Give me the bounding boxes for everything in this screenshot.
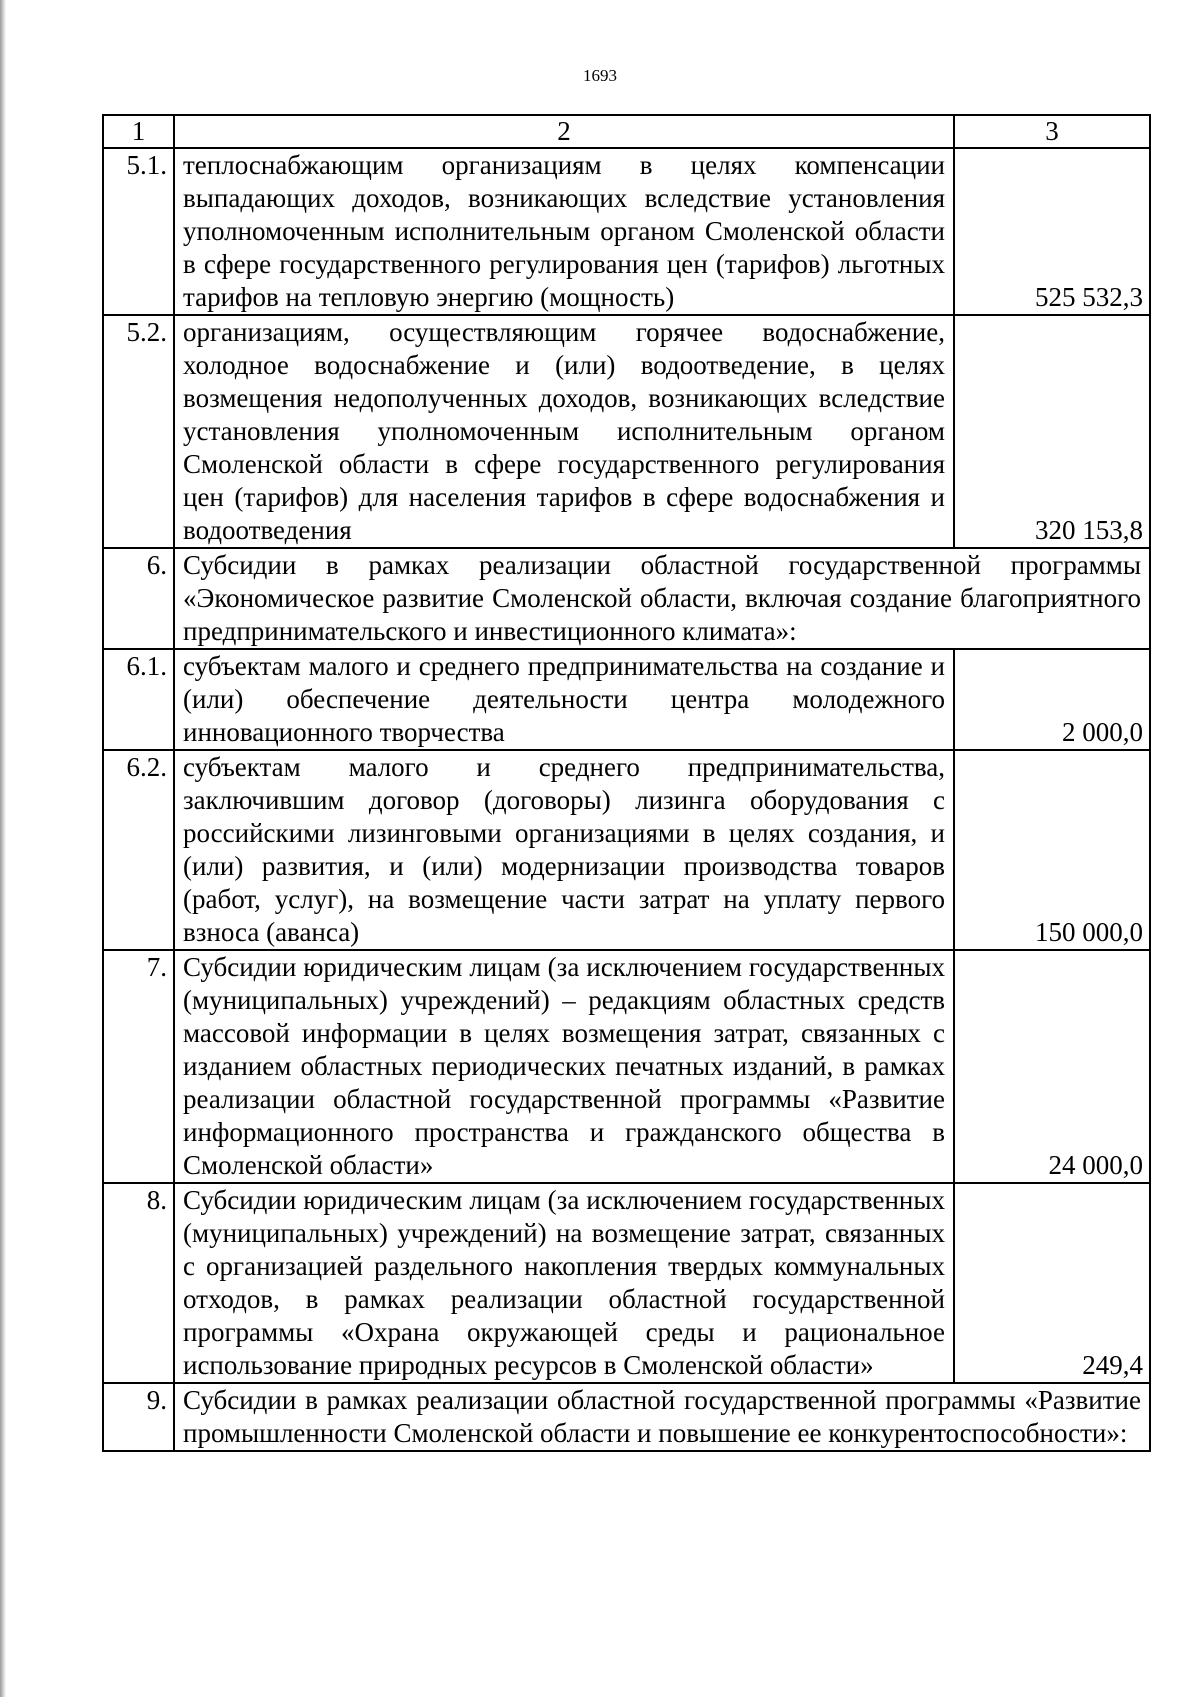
row-amount: 249,4 [954, 1183, 1150, 1383]
row-description: Субсидии юридическим лицам (за исключением государственных (муниципальных) учреждений) на возмещение затрат, связанных с организацией раздельного накопления твердых коммунальных отходов, в рамках реализации областной государственной программы «Охрана окружающей среды и рациональное использование природных ресурсов в Смоленской области» [174, 1183, 954, 1383]
row-amount: 320 153,8 [954, 315, 1150, 548]
row-number: 6.2. [103, 750, 174, 950]
row-description: субъектам малого и среднего предпринимательства, заключившим договор (договоры) лизинга оборудования с российскими лизинговыми организациями в целях создания, и (или) развития, и (или) модернизации производства товаров (работ, услуг), на возмещение части затрат на уплату первого взноса (аванса) [174, 750, 954, 950]
table-row [103, 750, 1150, 950]
header-col-1: 1 [103, 115, 174, 148]
table-row [103, 548, 1150, 649]
scan-edge [0, 0, 6, 1697]
table-row [103, 1383, 1150, 1451]
row-number: 5.1. [103, 148, 174, 315]
row-description: субъектам малого и среднего предпринимательства на создание и (или) обеспечение деятельности центра молодежного инновационного творчества [174, 649, 954, 750]
row-number: 5.2. [103, 315, 174, 548]
row-amount: 2 000,0 [954, 649, 1150, 750]
row-amount: 150 000,0 [954, 750, 1150, 950]
table-row [103, 649, 1150, 750]
table-row [103, 950, 1150, 1183]
row-number: 6. [103, 548, 174, 649]
row-description: Субсидии юридическим лицам (за исключением государственных (муниципальных) учреждений) – редакциям областных средств массовой информации в целях возмещения затрат, связанных с изданием областных периодических печатных изданий, в рамках реализации областной государственной программы «Развитие информационного пространства и гражданского общества в Смоленской области» [174, 950, 954, 1183]
table-row [103, 1183, 1150, 1383]
row-description: Субсидии в рамках реализации областной государственной программы «Развитие промышленности Смоленской области и повышение ее конкурентоспособности»: [174, 1383, 1150, 1451]
table-row [103, 315, 1150, 548]
row-number: 9. [103, 1383, 174, 1451]
header-row [103, 115, 1150, 148]
appendix-table [102, 114, 1151, 1452]
row-amount: 24 000,0 [954, 950, 1150, 1183]
row-number: 6.1. [103, 649, 174, 750]
row-description: Субсидии в рамках реализации областной государственной программы «Экономическое развитие Смоленской области, включая создание благоприятного предпринимательского и инвестиционного климата»: [174, 548, 1150, 649]
page-number: 1693 [583, 66, 617, 85]
row-number: 8. [103, 1183, 174, 1383]
header-col-2: 2 [174, 115, 954, 148]
row-amount: 525 532,3 [954, 148, 1150, 315]
row-description: организациям, осуществляющим горячее водоснабжение, холодное водоснабжение и (или) водоотведение, в целях возмещения недополученных доходов, возникающих вследствие установления уполномоченным исполнительным органом Смоленской области в сфере государственного регулирования цен (тарифов) для населения тарифов в сфере водоснабжения и водоотведения [174, 315, 954, 548]
table-row [103, 148, 1150, 315]
row-number: 7. [103, 950, 174, 1183]
row-description: теплоснабжающим организациям в целях компенсации выпадающих доходов, возникающих вследствие установления уполномоченным исполнительным органом Смоленской области в сфере государственного регулирования цен (тарифов) льготных тарифов на тепловую энергию (мощность) [174, 148, 954, 315]
header-col-3: 3 [954, 115, 1150, 148]
